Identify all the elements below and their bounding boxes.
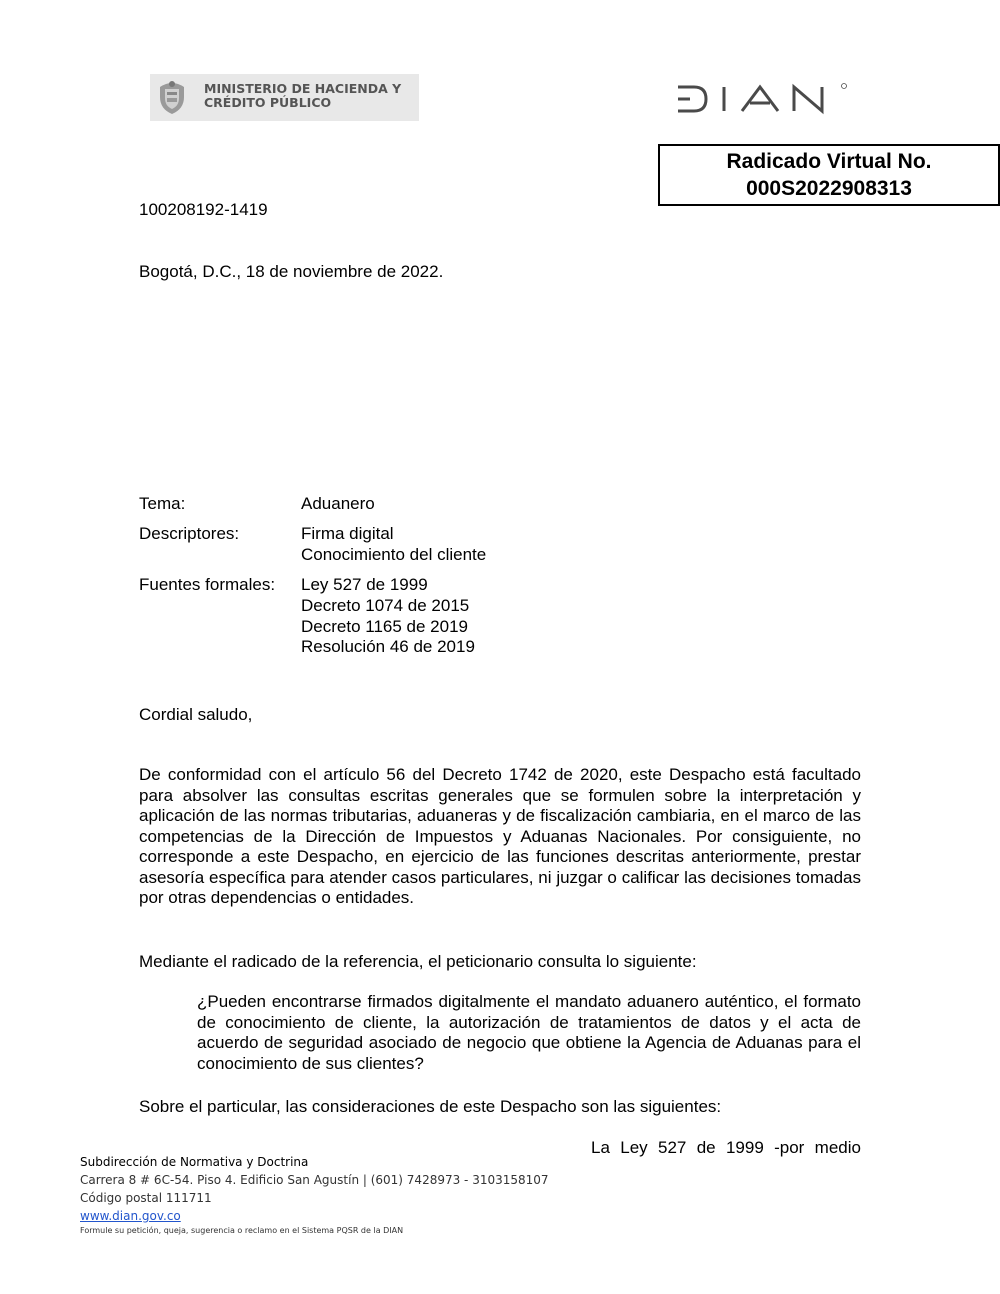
consulta-quote: ¿Pueden encontrarse firmados digitalmente el mandato aduanero auténtico, el formato de conocimiento de cliente, la autorización de tratamientos de datos y el acta de acuerdo de seguridad asociado de negocio que obtiene la Agencia de Aduanas para el conocimiento de sus clientes? [197,992,861,1073]
descriptor-item: Conocimiento del cliente [301,545,487,564]
reference-number: 100208192-1419 [139,200,268,219]
ministry-logo [150,74,419,121]
fuente-item: Decreto 1165 de 2019 [301,617,468,636]
paragraph-consideraciones: Sobre el particular, las consideraciones de este Despacho son las siguientes: [139,1097,722,1116]
footer-website-link[interactable]: www.dian.gov.co [80,1209,181,1223]
paragraph-competence: De conformidad con el artículo 56 del Decreto 1742 de 2020, este Despacho está facultado para absolver las consultas escritas generales que se formulen sobre la interpretación y aplicación de las normas tributarias, aduaneras y de fiscalización cambiaria, en el marco de las competencias de la Dirección de Impuestos y Aduanas Nacionales. Por consiguiente, no corresponde a este Despacho, en ejercicio de las funciones descritas anteriormente, prestar asesoría específica para atender casos particulares, ni juzgar o calificar las decisiones tomadas por otras dependencias o entidades. [139,765,861,907]
tema-label: Tema: [139,494,186,513]
footer-address: Carrera 8 # 6C-54. Piso 4. Edificio San Agustín | (601) 7428973 - 3103158107 [80,1173,549,1187]
footer-pqsr-note: Formule su petición, queja, sugerencia o reclamo en el Sistema PQSR de la DIAN [80,1226,404,1235]
paragraph-consulta: Mediante el radicado de la referencia, el peticionario consulta lo siguiente: [139,952,697,971]
footer-postal-code: Código postal 111711 [80,1191,212,1205]
continuation-text: La Ley 527 de 1999 -por medio [591,1138,861,1157]
fuente-item: Decreto 1074 de 2015 [301,596,470,615]
fuente-item: Ley 527 de 1999 [301,575,428,594]
radicado-number: 000S2022908313 [746,177,912,200]
radicado-box [658,144,1000,206]
radicado-label: Radicado Virtual No. [726,150,932,173]
coat-of-arms-icon [156,79,188,115]
ministry-name: MINISTERIO DE HACIENDA Y CRÉDITO PÚBLICO [204,81,402,110]
footer-department: Subdirección de Normativa y Doctrina [80,1155,309,1169]
descriptores-label: Descriptores: [139,524,240,543]
fuentes-label: Fuentes formales: [139,575,276,594]
greeting: Cordial saludo, [139,705,253,724]
dian-logo [676,83,848,115]
date-line: Bogotá, D.C., 18 de noviembre de 2022. [139,262,444,281]
fuente-item: Resolución 46 de 2019 [301,637,475,656]
descriptor-item: Firma digital [301,524,394,543]
tema-value: Aduanero [301,494,375,513]
